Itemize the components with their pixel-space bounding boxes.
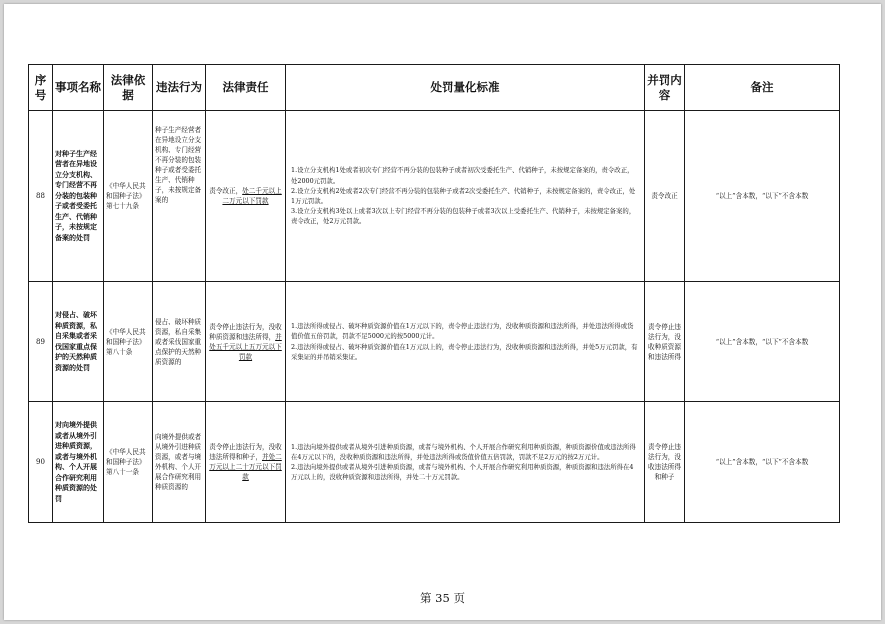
row-name: 对向境外提供或者从境外引进种质资源，或者与境外机构、个人开展合作研究利用种质资源的处罚 bbox=[53, 402, 104, 523]
resp-penalty-underlined: 并处二万元以上二十万元以下罚款 bbox=[209, 453, 282, 481]
row-joint: 责令改正 bbox=[645, 111, 685, 282]
header-note: 备注 bbox=[685, 65, 840, 111]
table-header-row bbox=[29, 65, 840, 111]
table-row bbox=[29, 282, 840, 402]
std-text: 1.违法向境外提供或者从境外引进种质资源，或者与境外机构、个人开展合作研究利用种质资源，种质资源价值或违法所得在4万元以下的，没收种质资源和违法所得，并处违法所得或货值价值五倍罚款，罚款不足2万元的按2万元计。 2.违法向境外提供或者从境外引进种质资源，或者与境外机构、个人开展合作研究利用种质资源，种质资源和违法所得在4万元以上的，没收种质资源和违法所得，并处二十万元罚款。 bbox=[291, 442, 636, 482]
row-std bbox=[286, 111, 645, 282]
row-seq: 88 bbox=[29, 111, 53, 282]
row-name: 对种子生产经营者在异地设立分支机构、专门经营不再分装的包装种子或者受委托生产、代销种子，未按规定备案的处罚 bbox=[53, 111, 104, 282]
header-act: 违法行为 bbox=[153, 65, 206, 111]
resp-penalty-underlined: 处二千元以上二万元以下罚款 bbox=[222, 187, 282, 205]
row-seq: 89 bbox=[29, 282, 53, 402]
row-std bbox=[286, 282, 645, 402]
row-note: “以上”含本数，“以下”不含本数 bbox=[685, 282, 840, 402]
resp-text: 责令改正， bbox=[209, 187, 243, 195]
table-row bbox=[29, 111, 840, 282]
std-text: 1.设立分支机构1处或者初次专门经营不再分装的包装种子或者初次受委托生产、代销种子，未按规定备案的，责令改正，处2000元罚款。 2.设立分支机构2处或者2次专门经营不再分装的包装种子或者2次受委托生产、代销种子，未按规定备案的，责令改正，处1万元罚款。 3.设立分支机构3处以上或者3次以上专门经营不再分装的包装种子或者3次以上受委托生产、代销种子，未按规定备案的，责令改正，处2万元罚款。 bbox=[291, 166, 636, 226]
header-std: 处罚量化标准 bbox=[286, 65, 645, 111]
page-number: 第 35 页 bbox=[420, 591, 465, 605]
header-resp: 法律责任 bbox=[206, 65, 286, 111]
row-act: 种子生产经营者在异地设立分支机构、专门经营不再分装的包装种子或者受委托生产、代销种子，未按规定备案的 bbox=[153, 111, 206, 282]
row-note: “以上”含本数，“以下”不含本数 bbox=[685, 402, 840, 523]
resp-text: 责令停止违法行为，没收违法所得和种子， bbox=[209, 443, 282, 461]
header-joint: 并罚内容 bbox=[645, 65, 685, 111]
table-row bbox=[29, 402, 840, 523]
row-act: 侵占、破坏种质资源，私自采集或者采伐国家重点保护的天然种质资源的 bbox=[153, 282, 206, 402]
row-seq: 90 bbox=[29, 402, 53, 523]
row-basis: 《中华人民共和国种子法》第八十一条 bbox=[104, 402, 153, 523]
row-std bbox=[286, 402, 645, 523]
row-resp bbox=[206, 402, 286, 523]
row-basis: 《中华人民共和国种子法》第七十九条 bbox=[104, 111, 153, 282]
row-joint: 责令停止违法行为，没收违法所得和种子 bbox=[645, 402, 685, 523]
header-seq: 序号 bbox=[29, 65, 53, 111]
row-resp bbox=[206, 111, 286, 282]
row-note: “以上”含本数，“以下”不含本数 bbox=[685, 111, 840, 282]
resp-penalty-underlined: 并处五千元以上五万元以下罚款 bbox=[209, 332, 282, 361]
header-name: 事项名称 bbox=[53, 65, 104, 111]
std-text: 1.违法所得或侵占、破坏种质资源价值在1万元以下的，责令停止违法行为，没收种质资源和违法所得，并处违法所得或货值价值五倍罚款，罚款不足5000元的按5000元计。 2.违法所得或侵占、破坏种质资源价值在1万元以上的，责令停止违法行为，没收种质资源和违法所得，并处5万元罚款，有采集证的并吊销采集证。 bbox=[291, 322, 638, 361]
penalty-standards-table bbox=[28, 64, 840, 523]
document-page bbox=[4, 4, 881, 620]
row-basis: 《中华人民共和国种子法》第八十条 bbox=[104, 282, 153, 402]
row-name: 对侵占、破坏种质资源，私自采集或者采伐国家重点保护的天然种质资源的处罚 bbox=[53, 282, 104, 402]
row-resp bbox=[206, 282, 286, 402]
resp-text: 责令停止违法行为，没收种质资源和违法所得， bbox=[209, 322, 282, 341]
row-act: 向境外提供或者从境外引进种质资源，或者与境外机构、个人开展合作研究利用种质资源的 bbox=[153, 402, 206, 523]
row-joint: 责令停止违法行为，没收种质资源和违法所得 bbox=[645, 282, 685, 402]
header-basis: 法律依据 bbox=[104, 65, 153, 111]
